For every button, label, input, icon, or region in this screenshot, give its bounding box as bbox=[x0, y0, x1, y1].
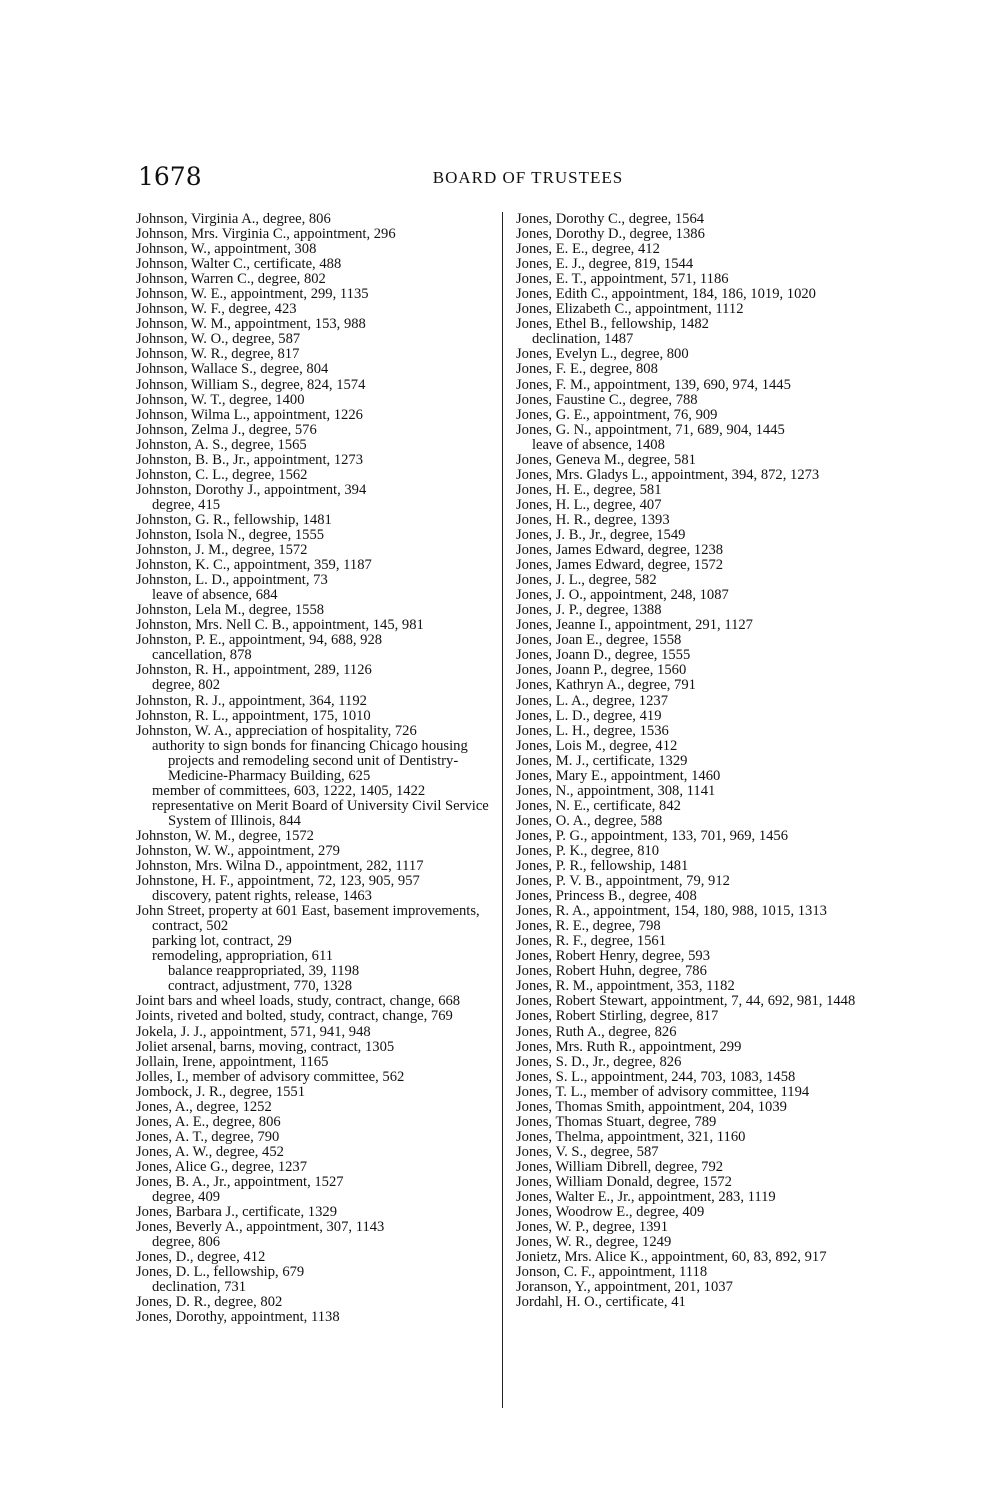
index-entry: Jones, Joann P., degree, 1560 bbox=[516, 662, 687, 679]
index-entry: Johnson, W. T., degree, 1400 bbox=[136, 391, 305, 408]
index-entry: Jones, Robert Stirling, degree, 817 bbox=[516, 1008, 719, 1025]
index-entry: Johnston, P. E., appointment, 94, 688, 928 bbox=[136, 632, 383, 649]
index-entry: Jones, F. M., appointment, 139, 690, 974, 1445 bbox=[516, 376, 791, 393]
index-entry: Jones, Jeanne I., appointment, 291, 1127 bbox=[516, 617, 753, 634]
index-entry: Jones, J. O., appointment, 248, 1087 bbox=[516, 587, 729, 604]
index-entry: Johnston, L. D., appointment, 73 bbox=[136, 572, 328, 589]
index-subentry: authority to sign bonds for financing Chicago housing projects and remodeling second unit of Dentistry-Medicine-Pharmacy Building, 625 bbox=[152, 737, 468, 784]
index-subentry: remodeling, appropriation, 611 bbox=[152, 948, 334, 965]
index-entry: Jones, F. E., degree, 808 bbox=[516, 361, 658, 378]
index-entry: Jones, Robert Stewart, appointment, 7, 44, 692, 981, 1448 bbox=[516, 993, 856, 1010]
index-entry: Johnston, G. R., fellowship, 1481 bbox=[136, 511, 332, 528]
index-entry: Johnson, W. F., degree, 423 bbox=[136, 301, 297, 318]
index-entry: Jonson, C. F., appointment, 1118 bbox=[516, 1264, 708, 1281]
index-entry: Jollain, Irene, appointment, 1165 bbox=[136, 1053, 329, 1070]
index-entry: Jones, E. E., degree, 412 bbox=[516, 241, 660, 258]
index-entry: Johnston, W. A., appreciation of hospitality, 726 bbox=[136, 722, 417, 739]
index-entry: Jones, S. D., Jr., degree, 826 bbox=[516, 1053, 682, 1070]
index-entry: Johnson, W. O., degree, 587 bbox=[136, 331, 301, 348]
index-entry: Jones, D. L., fellowship, 679 bbox=[136, 1264, 305, 1281]
index-entry: Jones, W. R., degree, 1249 bbox=[516, 1234, 672, 1251]
index-entry: Jones, D. R., degree, 802 bbox=[136, 1294, 283, 1311]
index-entry: Johnston, B. B., Jr., appointment, 1273 bbox=[136, 451, 364, 468]
index-entry: Jones, L. D., degree, 419 bbox=[516, 707, 662, 724]
index-entry: Jombock, J. R., degree, 1551 bbox=[136, 1083, 306, 1100]
index-entry: Joints, riveted and bolted, study, contract, change, 769 bbox=[136, 1008, 453, 1025]
index-entry: Jones, M. J., certificate, 1329 bbox=[516, 752, 688, 769]
index-entry: Jones, Evelyn L., degree, 800 bbox=[516, 346, 689, 363]
index-entry: Jones, William Donald, degree, 1572 bbox=[516, 1174, 732, 1190]
index-entry: Johnston, W. M., degree, 1572 bbox=[136, 827, 314, 844]
index-entry: Johnston, K. C., appointment, 359, 1187 bbox=[136, 557, 372, 574]
index-entry: Johnston, Isola N., degree, 1555 bbox=[136, 526, 325, 543]
page-header bbox=[138, 162, 878, 194]
index-entry: Jones, Mrs. Gladys L., appointment, 394, 872, 1273 bbox=[516, 466, 820, 483]
index-entry: Jones, Beverly A., appointment, 307, 1143 bbox=[136, 1219, 385, 1236]
index-entry: Jones, H. E., degree, 581 bbox=[516, 481, 662, 498]
index-entry: Jones, J. P., degree, 1388 bbox=[516, 602, 662, 619]
index-entry: Jones, R. F., degree, 1561 bbox=[516, 933, 667, 950]
index-entry: Jones, Geneva M., degree, 581 bbox=[516, 451, 696, 468]
index-entry: Jones, Thomas Smith, appointment, 204, 1039 bbox=[516, 1098, 787, 1115]
index-subentry: leave of absence, 1408 bbox=[532, 436, 665, 453]
index-entry: Johnston, A. S., degree, 1565 bbox=[136, 436, 307, 453]
index-subentry: leave of absence, 684 bbox=[152, 587, 278, 604]
index-subentry: degree, 802 bbox=[152, 677, 221, 694]
index-entry: Jones, Elizabeth C., appointment, 1112 bbox=[516, 301, 744, 318]
index-entry: Jones, S. L., appointment, 244, 703, 1083, 1458 bbox=[516, 1068, 796, 1085]
index-entry: Jones, Thelma, appointment, 321, 1160 bbox=[516, 1128, 746, 1145]
index-entry: Jones, H. R., degree, 1393 bbox=[516, 511, 670, 528]
index-entry: Jones, James Edward, degree, 1572 bbox=[516, 557, 724, 574]
index-entry: Johnson, Virginia A., degree, 806 bbox=[136, 211, 331, 227]
index-entry: Johnson, W. R., degree, 817 bbox=[136, 346, 300, 363]
index-entry: Johnston, Dorothy J., appointment, 394 bbox=[136, 481, 367, 498]
index-entry: Johnson, Wallace S., degree, 804 bbox=[136, 361, 329, 378]
index-entry: Jones, G. E., appointment, 76, 909 bbox=[516, 406, 718, 423]
index-entry: Jones, E. J., degree, 819, 1544 bbox=[516, 256, 694, 273]
index-entry: Johnson, Mrs. Virginia C., appointment, 296 bbox=[136, 226, 396, 243]
index-entry: Jones, J. L., degree, 582 bbox=[516, 572, 657, 589]
index-entry: Jones, R. M., appointment, 353, 1182 bbox=[516, 978, 735, 995]
index-entry: Johnson, Warren C., degree, 802 bbox=[136, 271, 326, 288]
index-entry: Jones, Alice G., degree, 1237 bbox=[136, 1158, 308, 1175]
index-entry: Johnstone, H. F., appointment, 72, 123, 905, 957 bbox=[136, 873, 420, 890]
index-entry: Jones, James Edward, degree, 1238 bbox=[516, 542, 724, 559]
index-entry: Jones, Princess B., degree, 408 bbox=[516, 888, 697, 905]
index-entry: Jones, Ruth A., degree, 826 bbox=[516, 1023, 677, 1040]
index-subentry: member of committees, 603, 1222, 1405, 1422 bbox=[152, 782, 426, 799]
index-entry: Jones, Dorothy, appointment, 1138 bbox=[136, 1309, 340, 1326]
index-entry: Jones, L. A., degree, 1237 bbox=[516, 692, 668, 709]
index-subentry: parking lot, contract, 29 bbox=[152, 933, 292, 950]
index-entry: Joint bars and wheel loads, study, contract, change, 668 bbox=[136, 993, 461, 1010]
index-entry: Jones, Joann D., degree, 1555 bbox=[516, 647, 691, 664]
index-column-right bbox=[516, 212, 890, 1310]
index-entry: Johnson, W. E., appointment, 299, 1135 bbox=[136, 286, 369, 303]
index-entry: Jones, Joan E., degree, 1558 bbox=[516, 632, 682, 649]
index-entry: Johnston, R. H., appointment, 289, 1126 bbox=[136, 662, 372, 679]
index-subentry: cancellation, 878 bbox=[152, 647, 252, 664]
index-entry: Jones, H. L., degree, 407 bbox=[516, 496, 662, 513]
index-entry: Johnston, Mrs. Wilna D., appointment, 282, 1117 bbox=[136, 858, 424, 875]
index-entry: Johnson, William S., degree, 824, 1574 bbox=[136, 376, 366, 393]
index-entry: Jones, Barbara J., certificate, 1329 bbox=[136, 1204, 337, 1221]
index-entry: Jones, A., degree, 1252 bbox=[136, 1098, 272, 1115]
index-entry: Johnson, Walter C., certificate, 488 bbox=[136, 256, 342, 273]
index-subentry: degree, 806 bbox=[152, 1234, 221, 1251]
index-entry: Jones, J. B., Jr., degree, 1549 bbox=[516, 526, 686, 543]
index-entry: Jones, Mrs. Ruth R., appointment, 299 bbox=[516, 1038, 742, 1055]
index-entry: Jones, Robert Huhn, degree, 786 bbox=[516, 963, 707, 980]
index-entry: Johnston, Mrs. Nell C. B., appointment, 145, 981 bbox=[136, 617, 424, 634]
index-entry: Jones, Walter E., Jr., appointment, 283, 1119 bbox=[516, 1189, 776, 1206]
index-entry: Jones, A. E., degree, 806 bbox=[136, 1113, 281, 1130]
index-entry: Jolles, I., member of advisory committee, 562 bbox=[136, 1068, 405, 1085]
index-entry: Jones, Woodrow E., degree, 409 bbox=[516, 1204, 705, 1221]
index-subentry: discovery, patent rights, release, 1463 bbox=[152, 888, 372, 905]
running-head: BOARD OF TRUSTEES bbox=[432, 168, 624, 187]
index-entry: Jones, A. T., degree, 790 bbox=[136, 1128, 280, 1145]
index-entry: Jones, P. V. B., appointment, 79, 912 bbox=[516, 873, 730, 890]
index-entry: Jones, P. G., appointment, 133, 701, 969, 1456 bbox=[516, 827, 789, 844]
index-entry: Jones, Dorothy C., degree, 1564 bbox=[516, 211, 705, 227]
index-entry: Jones, D., degree, 412 bbox=[136, 1249, 266, 1266]
index-entry: Jones, Dorothy D., degree, 1386 bbox=[516, 226, 705, 243]
index-entry: Jones, L. H., degree, 1536 bbox=[516, 722, 669, 739]
index-subentry: balance reappropriated, 39, 1198 bbox=[168, 963, 360, 980]
index-entry: Jones, P. K., degree, 810 bbox=[516, 842, 660, 859]
index-entry: Jones, Ethel B., fellowship, 1482 bbox=[516, 316, 709, 333]
index-subentry: degree, 409 bbox=[152, 1189, 221, 1206]
index-entry: Johnson, Zelma J., degree, 576 bbox=[136, 421, 317, 438]
index-entry: Jones, R. A., appointment, 154, 180, 988, 1015, 1313 bbox=[516, 903, 827, 920]
index-entry: Jones, R. E., degree, 798 bbox=[516, 918, 661, 935]
index-entry: Jonietz, Mrs. Alice K., appointment, 60, 83, 892, 917 bbox=[516, 1249, 827, 1266]
index-subentry: declination, 1487 bbox=[532, 331, 634, 348]
index-subentry: contract, adjustment, 770, 1328 bbox=[168, 978, 353, 995]
index-entry: Johnston, W. W., appointment, 279 bbox=[136, 842, 340, 859]
index-entry: Joranson, Y., appointment, 201, 1037 bbox=[516, 1279, 733, 1296]
index-entry: Jones, B. A., Jr., appointment, 1527 bbox=[136, 1174, 344, 1190]
index-entry: Jones, V. S., degree, 587 bbox=[516, 1143, 659, 1160]
index-entry: Jones, E. T., appointment, 571, 1186 bbox=[516, 271, 729, 288]
index-entry: Johnston, R. L., appointment, 175, 1010 bbox=[136, 707, 371, 724]
index-subentry: representative on Merit Board of University Civil Service System of Illinois, 844 bbox=[152, 797, 489, 829]
index-entry: Jones, W. P., degree, 1391 bbox=[516, 1219, 669, 1236]
index-entry: Jordahl, H. O., certificate, 41 bbox=[516, 1294, 686, 1311]
index-entry: Johnson, Wilma L., appointment, 1226 bbox=[136, 406, 363, 423]
index-entry: Jones, N., appointment, 308, 1141 bbox=[516, 782, 716, 799]
index-subentry: degree, 415 bbox=[152, 496, 221, 513]
index-entry: Johnson, W., appointment, 308 bbox=[136, 241, 317, 258]
index-entry: Jones, Robert Henry, degree, 593 bbox=[516, 948, 710, 965]
index-entry: Jones, N. E., certificate, 842 bbox=[516, 797, 681, 814]
index-entry: Jones, Thomas Stuart, degree, 789 bbox=[516, 1113, 717, 1130]
index-entry: Jones, William Dibrell, degree, 792 bbox=[516, 1158, 724, 1175]
index-entry: Johnston, R. J., appointment, 364, 1192 bbox=[136, 692, 367, 709]
index-entry: Jones, Faustine C., degree, 788 bbox=[516, 391, 698, 408]
index-entry: Johnston, C. L., degree, 1562 bbox=[136, 466, 308, 483]
index-entry: Johnston, Lela M., degree, 1558 bbox=[136, 602, 325, 619]
index-entry: Jones, T. L., member of advisory committee, 1194 bbox=[516, 1083, 810, 1100]
index-entry: Jones, Mary E., appointment, 1460 bbox=[516, 767, 721, 784]
index-column-left bbox=[136, 212, 492, 1325]
index-entry: Johnson, W. M., appointment, 153, 988 bbox=[136, 316, 366, 333]
index-entry: Jones, O. A., degree, 588 bbox=[516, 812, 663, 829]
index-subentry: declination, 731 bbox=[152, 1279, 247, 1296]
index-entry: Jokela, J. J., appointment, 571, 941, 948 bbox=[136, 1023, 371, 1040]
column-divider bbox=[502, 212, 503, 1408]
index-entry: Jones, G. N., appointment, 71, 689, 904, 1445 bbox=[516, 421, 785, 438]
index-entry: Jones, Edith C., appointment, 184, 186, 1019, 1020 bbox=[516, 286, 816, 303]
index-entry: Johnston, J. M., degree, 1572 bbox=[136, 542, 308, 559]
index-entry: Jones, Kathryn A., degree, 791 bbox=[516, 677, 696, 694]
index-entry: Jones, Lois M., degree, 412 bbox=[516, 737, 678, 754]
index-entry: Jones, P. R., fellowship, 1481 bbox=[516, 858, 689, 875]
index-entry: John Street, property at 601 East, basement improvements, contract, 502 bbox=[136, 903, 480, 935]
page-number: 1678 bbox=[138, 162, 202, 191]
index-entry: Joliet arsenal, barns, moving, contract, 1305 bbox=[136, 1038, 395, 1055]
index-entry: Jones, A. W., degree, 452 bbox=[136, 1143, 284, 1160]
